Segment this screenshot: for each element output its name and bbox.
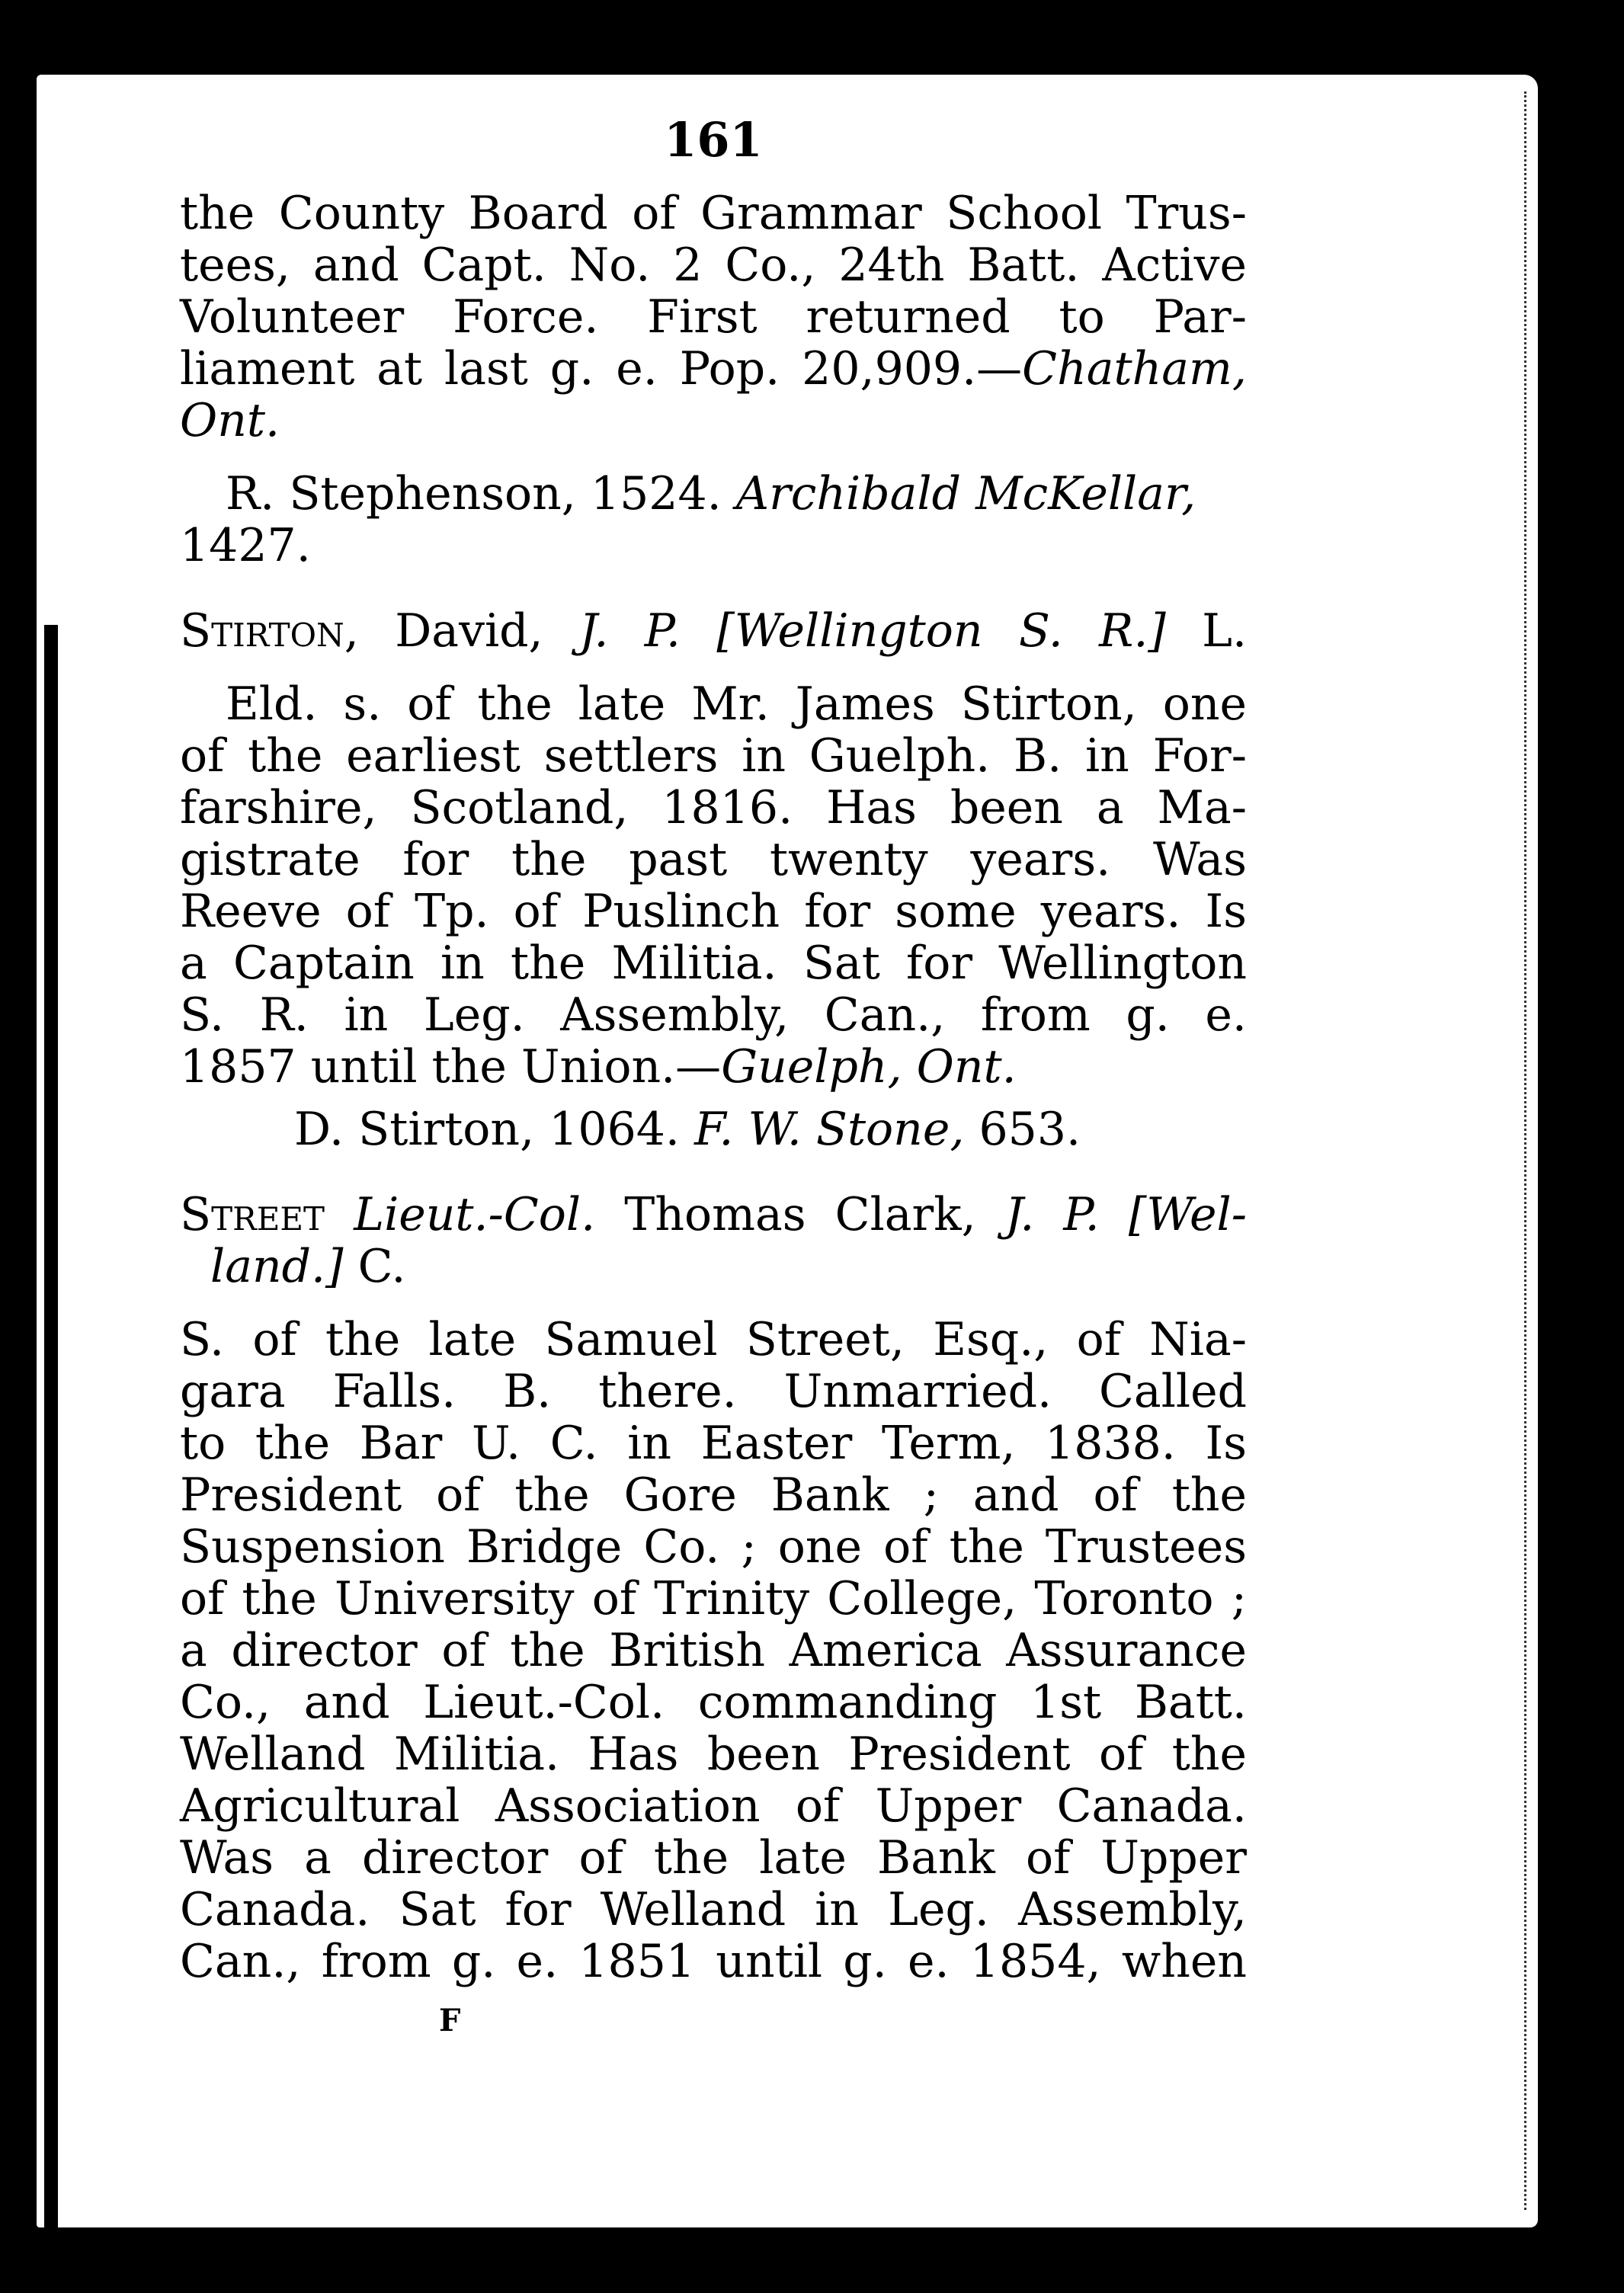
text-line: Agricultural Association of Upper Canada. — [180, 1779, 1247, 1833]
residence-cont: Ont. — [180, 394, 280, 447]
riding: [Wel- — [1128, 1188, 1247, 1241]
biography — [180, 678, 1247, 730]
page-right-edge — [1524, 91, 1534, 2210]
text-line: 1857 until the Union.—Guelph, Ont. — [180, 1040, 1017, 1094]
biography — [180, 1314, 1247, 1987]
entry-chatham — [180, 187, 1247, 572]
election-result — [180, 468, 1247, 520]
text-line: S. of the late Samuel Street, Esq., of Nia- — [180, 1313, 1247, 1366]
given-name: Thomas Clark, — [624, 1188, 976, 1241]
text-line: Co., and Lieut.-Col. commanding 1st Batt. — [180, 1676, 1247, 1729]
entry-stirton — [180, 605, 1247, 1155]
text-line: tees, and Capt. No. 2 Co., 24th Batt. Active — [180, 239, 1247, 292]
riding: [Wellington S. R.] — [716, 604, 1166, 658]
party: L. — [1202, 604, 1248, 658]
text-line: of the earliest settlers in Guelph. B. in For- — [180, 729, 1247, 783]
text-line: Canada. Sat for Welland in Leg. Assembly, — [180, 1883, 1247, 1936]
text-line: Welland Militia. Has been President of the — [180, 1728, 1247, 1781]
residence: Chatham, — [1022, 342, 1247, 396]
result-runner-up-votes: 1427. — [180, 519, 311, 572]
text-line: a Captain in the Militia. Sat for Wellington — [180, 937, 1247, 990]
surname: Stirton, — [180, 604, 359, 658]
given-name: David, — [395, 604, 543, 658]
riding-cont: land.] — [210, 1240, 344, 1293]
text-line: Eld. s. of the late Mr. James Stirton, one — [226, 677, 1247, 731]
military-rank: Lieut.-Col. — [354, 1188, 596, 1241]
text-line: farshire, Scotland, 1816. Has been a Ma- — [180, 781, 1247, 834]
page-text — [180, 114, 1247, 2047]
result-runner-up: Archibald McKellar, — [735, 467, 1196, 520]
text-line: gistrate for the past twenty years. Was — [180, 833, 1247, 886]
result-runner-up: F. W. Stone, — [694, 1103, 965, 1156]
page-binding-edge — [44, 625, 58, 2248]
text-line: Reeve of Tp. of Puslinch for some years. Is — [180, 885, 1247, 938]
text-line: gara Falls. B. there. Unmarried. Called — [180, 1365, 1247, 1418]
entry-heading — [180, 1189, 1247, 1241]
party: C. — [357, 1240, 406, 1293]
text-line: S. R. in Leg. Assembly, Can., from g. e. — [180, 988, 1247, 1042]
surname: Street — [180, 1188, 325, 1241]
page-number: 161 — [664, 112, 763, 168]
result-runner-up-votes: 653. — [979, 1103, 1081, 1156]
text-line: Was a director of the late Bank of Upper — [180, 1831, 1247, 1885]
entry-heading-cont — [180, 1241, 1247, 1292]
text-line: Volunteer Force. First returned to Par- — [180, 290, 1247, 344]
entry-heading — [180, 605, 1247, 657]
result-winner: D. Stirton, 1064. — [294, 1103, 680, 1156]
text-line: the County Board of Grammar School Trus- — [180, 187, 1247, 240]
text-line: liament at last g. e. Pop. 20,909.—Chatham, — [180, 342, 1247, 396]
honorific: J. P. — [1004, 1188, 1100, 1241]
residence: Guelph, Ont. — [721, 1040, 1017, 1094]
honorific: J. P. — [578, 604, 681, 658]
text-line: Suspension Bridge Co. ; one of the Trustees — [180, 1520, 1247, 1574]
election-result — [180, 1103, 1247, 1155]
entry-street — [180, 1189, 1247, 1987]
result-winner: R. Stephenson, 1524. — [226, 467, 722, 520]
text-line: President of the Gore Bank ; and of the — [180, 1468, 1247, 1522]
text-line: Can., from g. e. 1851 until g. e. 1854, when — [180, 1935, 1247, 1988]
text-line: a director of the British America Assurance — [180, 1624, 1247, 1677]
signature-mark: F — [439, 2003, 461, 2038]
text-line: to the Bar U. C. in Easter Term, 1838. Is — [180, 1417, 1247, 1470]
text-line: of the University of Trinity College, Toronto ; — [180, 1572, 1247, 1625]
